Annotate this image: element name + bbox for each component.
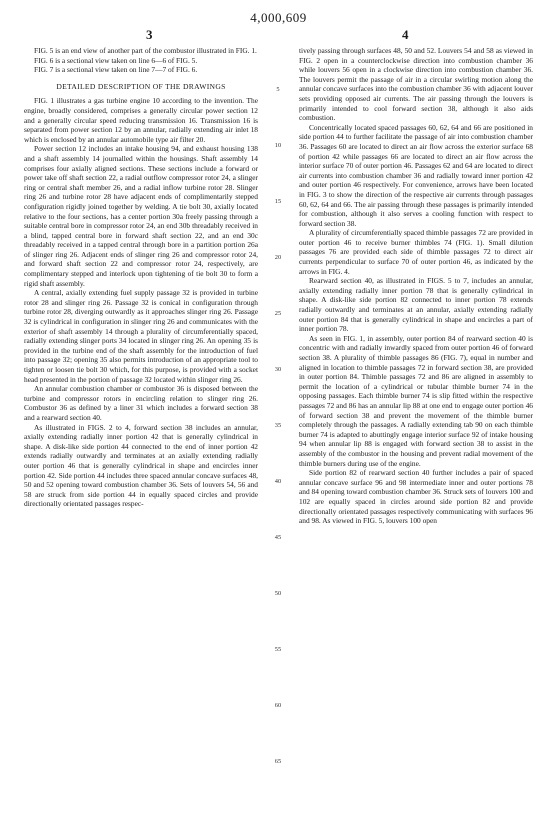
left-column-number: 3 (146, 27, 153, 42)
paragraph: A plurality of circumferentially spaced thimble passages 72 are provided in outer portion 46 to receive burner thimbles 74 (FIG. 1). Small dilution passages 76 are provided each side of thimble passages 72 to direct air currents perpendicular to surface 70 of outer portion 46, as indicated by the arrows in FIG. 4. (299, 228, 533, 276)
line-number: 40 (274, 478, 282, 485)
paragraph: tively passing through surfaces 48, 50 and 52. Louvers 54 and 58 as viewed in FIG. 2 open in a counterclockwise direction into combustion chamber 36 while louvers 56 open in a clockwise direction into combustion chamber 36. The louvers permit the passage of air in a circular swirling motion along the annular concave surfaces into the combustion chamber 36 with adjacent louver sets providing opposed air currents. The air passing through the louvers is primarily intended to cool forward section 38, although it also aids combustion. (299, 46, 533, 123)
line-number: 5 (276, 86, 280, 93)
fig-description: FIG. 7 is a sectional view taken on line 7—7 of FIG. 6. (34, 65, 198, 75)
paragraph: As illustrated in FIGS. 2 to 4, forward section 38 includes an annular, axially extending radially inner portion 42 that is generally cylindrical in shape. A disk-like side portion 44 connected to the end of inner portion 42 extends radially outwardly and terminates at an axially extending radially outer portion 46 that is generally cylindrical in shape and encircles inner portion 42. Side portion 44 includes three spaced annular concave surfaces 48, 50 and 52 opening toward combustion chamber 36. Sets of louvers 54, 56 and 58 are struck from side portion 44 in equally spaced circles and provide directionally orientated passages respec- (24, 422, 258, 509)
left-text-column (24, 46, 258, 509)
fig-description: FIG. 5 is an end view of another part of the combustor illustrated in FIG. 1. (34, 46, 257, 55)
paragraph: Rearward section 40, as illustrated in FIGS. 5 to 7, includes an annular, axially extending radially inner portion 78 that is generally cylindrical in shape. A disk-like side portion 82 connected to inner portion 78 extends radially outwardly and terminates at an annular, axially extending radially outer portion 84 that is generally cylindrical in shape and encircles a part of inner portion 78. (299, 276, 533, 334)
line-number: 55 (274, 646, 282, 653)
paragraph: Concentrically located spaced passages 60, 62, 64 and 66 are positioned in side portion 44 to further facilitate the passage of air into combustion chamber 36. Passages 60 are located to direct an air flow across the exterior surface 68 of portion 42 while passages 66 are located to direct an air flow across the interior surface 70 of outer portion 46. Passages 62 and 64 are located to direct air currents into combustion chamber 36 and radially toward inner portion 42 and outer portion 46 respectively. For convenience, arrows have been located in FIG. 3 to show the direction of the respective air currents through passages 60, 62, 64 and 66. The air passing through these passages is primarily intended for combustion, although it also serves a cooling function with respect to forward section 38. (299, 122, 533, 228)
line-number: 15 (274, 198, 282, 205)
line-number: 20 (274, 254, 282, 261)
paragraph: FIG. 1 illustrates a gas turbine engine 10 according to the invention. The engine, broadly considered, comprises a generally circular power section 12 and a generally circular speed reducing transmission 16. Transmission 16 is separated from power section 12 by an annular, radially extending air inlet 18 which is enclosed by an annular automobile type air filter 20. (24, 96, 258, 144)
right-text-column (299, 46, 533, 526)
line-number: 25 (274, 310, 282, 317)
line-number: 50 (274, 590, 282, 597)
paragraph: Side portion 82 of rearward section 40 further includes a pair of spaced annular concave surface 96 and 98 intermediate inner and outer portions 78 and 84 opening toward combustion chamber 36. Struck sets of louvers 100 and 102 are equally spaced in circles around side portion 82 and provide directionally orientated passages respectively communicating with surfaces 96 and 98. As viewed in FIG. 5, louvers 100 open (299, 468, 533, 526)
paragraph: As seen in FIG. 1, in assembly, outer portion 84 of rearward section 40 is concentric with and radially inwardly spaced from outer portion 46 of forward section 38. A plurality of thimble passages 86 (FIG. 7), equal in number and aligned in location to thimble passages 72 in forward section 38, are provided in outer portion 84. Thimble passages 72 and 86 are aligned in assembly to permit the location of a cylindrical or tubular thimble burner 74 in the opposing passages. Each thimble burner 74 is slip fitted within the respective passages 72 and 86 has an annular lip 88 at one end to engage outer portion 46 of forward section 38 and prevent the movement of the thimble burner completely through the passages. A radially extending tab 90 on each thimble burner 74 is adapted to abuttingly engage interior surface 92 of intake housing 94 when annular lip 88 is engaged with forward section 38 to assist in the assembly of the combustor in the housing and prevent radial movement of the thimble burners during use of the engine. (299, 333, 533, 468)
section-heading: DETAILED DESCRIPTION OF THE DRAWINGS (56, 81, 226, 91)
line-number: 30 (274, 366, 282, 373)
paragraph: An annular combustion chamber or combustor 36 is disposed between the turbine and compressor rotors in encircling relation to slinger ring 26. Combustor 36 as defined by a liner 31 which includes a forward section 38 and a rearward section 40. (24, 384, 258, 422)
line-number: 35 (274, 422, 282, 429)
line-number: 10 (274, 142, 282, 149)
paragraph: Power section 12 includes an intake housing 94, and exhaust housing 138 and a shaft assembly 14 journalled within the housings. Shaft assembly 14 comprises four axially aligned sections. These sections include a forward or power take off shaft section 22, a radial outflow compressor rotor 24, a slinger ring or central shaft member 26, and a radial inflow turbine rotor 28. Slinger ring 26 and turbine rotor 28 have adjacent ends of complimentarily stepped configuration rigidly joined together by welding. A tie bolt 30, axially located relative to the four sections, has a center portion 30a freely passing through a suitable central bore in compressor rotor 24, an end 30b threadably received in a blind, tapped central bore in forward shaft section 22, and an end 30c threadably received in a tapped central through bore in a partition portion 26a of slinger ring 26. Adjacent ends of slinger ring 26 and compressor rotor 24, and forward shaft section 22 and compressor rotor 24, respectively, are complimentary stepped and interlock upon tightening of tie bolt 30 to form a rigid shaft assembly. (24, 144, 258, 288)
right-column-number: 4 (402, 27, 409, 42)
line-number: 65 (274, 758, 282, 765)
patent-number: 4,000,609 (250, 10, 307, 25)
line-number: 45 (274, 534, 282, 541)
paragraph: A central, axially extending fuel supply passage 32 is provided in turbine rotor 28 and slinger ring 26. Passage 32 is conical in configuration through turbine rotor 28, diverging outwardly as it approaches slinger ring 26. Passage 32 is cylindrical in configuration in slinger ring 26 and communicates with the exterior of shaft assembly 14 through a plurality of circumferentially spaced, radially extending slinger ports 34 located in slinger ring 26. An opening 35 is provided in the turbine end of the shaft assembly for the introduction of fuel into passage 32; opening 35 also permits introduction of an appropriate tool to tighten or loosen tie bolt 30 which, for this purpose, is provided with a socket head presented in the portion of passage 32 located within slinger ring 26. (24, 288, 258, 384)
fig-description: FIG. 6 is a sectional view taken on line 6—6 of FIG. 5. (34, 55, 198, 65)
line-number: 60 (274, 702, 282, 709)
